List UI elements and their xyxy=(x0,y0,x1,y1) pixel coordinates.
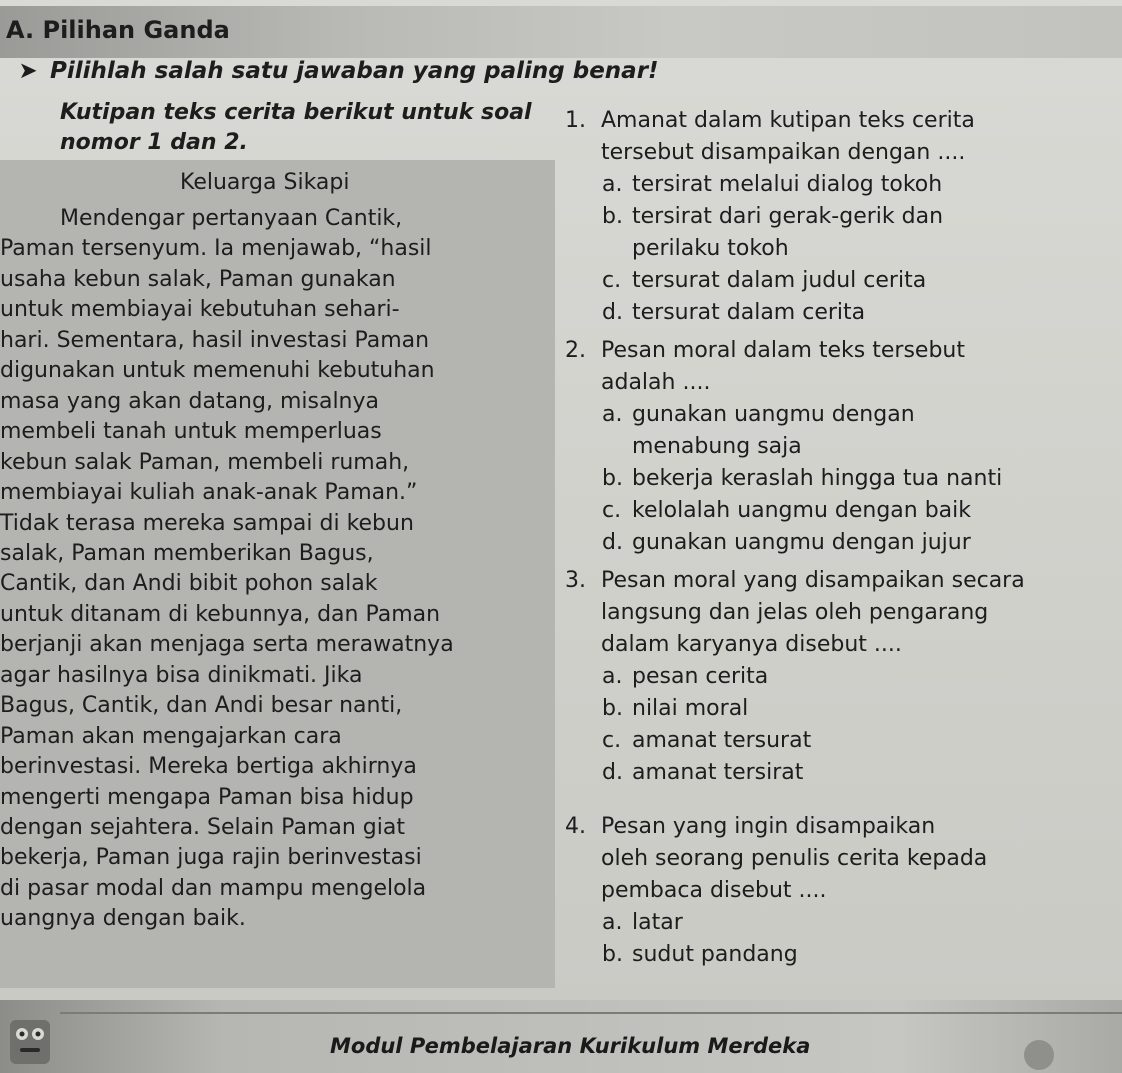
question-text: Pesan moral yang disampaikan secara xyxy=(601,568,1025,593)
story-line: Paman tersenyum. Ia menjawab, “hasil xyxy=(0,236,432,262)
story-line: berinvestasi. Mereka bertiga akhirnya xyxy=(0,754,417,780)
story-line: kebun salak Paman, membeli rumah, xyxy=(0,449,410,475)
option-text[interactable]: perilaku tokoh xyxy=(632,236,789,261)
option-letter[interactable]: c. xyxy=(602,498,622,523)
question-text: langsung dan jelas oleh pengarang xyxy=(601,600,989,625)
story-line: Cantik, dan Andi bibit pohon salak xyxy=(0,571,378,597)
question-number: 1. xyxy=(565,108,586,133)
story-line: mengerti mengapa Paman bisa hidup xyxy=(0,784,414,810)
option-text[interactable]: tersirat dari gerak-gerik dan xyxy=(632,204,944,229)
option-letter[interactable]: b. xyxy=(602,466,623,491)
option-letter[interactable]: d. xyxy=(602,300,623,325)
page-dot-icon xyxy=(1024,1040,1054,1070)
story-line: masa yang akan datang, misalnya xyxy=(0,388,379,414)
footer-divider xyxy=(60,1012,1122,1014)
story-line: untuk ditanam di kebunnya, dan Paman xyxy=(0,601,441,627)
instruction-text: Pilihlah salah satu jawaban yang paling benar! xyxy=(50,58,659,84)
mascot-icon xyxy=(4,1010,60,1070)
story-title: Keluarga Sikapi xyxy=(180,170,350,195)
option-letter[interactable]: d. xyxy=(602,530,623,555)
story-line: Tidak terasa mereka sampai di kebun xyxy=(0,510,414,536)
story-line: Mendengar pertanyaan Cantik, xyxy=(60,206,403,231)
story-line: membiayai kuliah anak-anak Paman.” xyxy=(0,480,418,506)
option-letter[interactable]: a. xyxy=(602,402,623,427)
option-text[interactable]: nilai moral xyxy=(632,696,749,721)
instruction xyxy=(6,58,659,84)
option-text[interactable]: latar xyxy=(632,910,683,935)
intro-line-1: Kutipan teks cerita berikut untuk soal xyxy=(60,100,532,125)
story-line: membeli tanah untuk memperluas xyxy=(0,419,382,445)
story-line: uangnya dengan baik. xyxy=(0,906,246,932)
question-text: Amanat dalam kutipan teks cerita xyxy=(601,108,975,133)
option-letter[interactable]: b. xyxy=(602,942,623,967)
story-line: digunakan untuk memenuhi kebutuhan xyxy=(0,358,435,384)
question-text: tersebut disampaikan dengan .... xyxy=(601,140,966,165)
story-line: Bagus, Cantik, dan Andi besar nanti, xyxy=(0,693,403,719)
option-text[interactable]: gunakan uangmu dengan xyxy=(632,402,915,427)
question-text: Pesan yang ingin disampaikan xyxy=(601,814,936,839)
question-text: Pesan moral dalam teks tersebut xyxy=(601,338,965,363)
story-line: agar hasilnya bisa dinikmati. Jika xyxy=(0,662,363,688)
option-text[interactable]: sudut pandang xyxy=(632,942,798,967)
question-text: oleh seorang penulis cerita kepada xyxy=(601,846,988,871)
story-line: di pasar modal dan mampu mengelola xyxy=(0,875,427,901)
story-line: berjanji akan menjaga serta merawatnya xyxy=(0,632,454,658)
story-line: usaha kebun salak, Paman gunakan xyxy=(0,266,396,292)
story-line: dengan sejahtera. Selain Paman giat xyxy=(0,815,405,840)
option-text[interactable]: amanat tersirat xyxy=(632,760,804,785)
option-text[interactable]: menabung saja xyxy=(632,434,802,459)
option-letter[interactable]: c. xyxy=(602,268,622,293)
story-line: Paman akan mengajarkan cara xyxy=(0,723,342,749)
passage-intro xyxy=(60,98,532,158)
story-line: untuk membiayai kebutuhan sehari- xyxy=(0,297,400,323)
option-text[interactable]: tersirat melalui dialog tokoh xyxy=(632,172,943,197)
question-number: 2. xyxy=(565,338,586,363)
option-letter[interactable]: c. xyxy=(602,728,622,753)
story-line: hari. Sementara, hasil investasi Paman xyxy=(0,327,430,353)
intro-line-2: nomor 1 dan 2. xyxy=(60,130,248,155)
question-number: 3. xyxy=(565,568,586,593)
story-line: bekerja, Paman juga rajin berinvestasi xyxy=(0,845,422,871)
option-letter[interactable]: d. xyxy=(602,760,623,785)
question-text: dalam karyanya disebut .... xyxy=(601,632,902,657)
option-letter[interactable]: a. xyxy=(602,664,623,689)
option-text[interactable]: bekerja keraslah hingga tua nanti xyxy=(632,466,1003,491)
option-letter[interactable]: b. xyxy=(602,696,623,721)
option-letter[interactable]: b. xyxy=(602,204,623,229)
option-text[interactable]: kelolalah uangmu dengan baik xyxy=(632,498,972,523)
option-text[interactable]: pesan cerita xyxy=(632,664,769,689)
section-title: A. Pilihan Ganda xyxy=(6,16,230,44)
arrow-bullet-icon: ➤ xyxy=(18,58,38,84)
option-text[interactable]: tersurat dalam judul cerita xyxy=(632,268,927,293)
story-line: salak, Paman memberikan Bagus, xyxy=(0,540,374,566)
question-number: 4. xyxy=(565,814,586,839)
option-text[interactable]: amanat tersurat xyxy=(632,728,812,753)
option-letter[interactable]: a. xyxy=(602,172,623,197)
option-letter[interactable]: a. xyxy=(602,910,623,935)
question-text: pembaca disebut .... xyxy=(601,878,827,903)
question-text: adalah .... xyxy=(601,370,711,395)
option-text[interactable]: gunakan uangmu dengan jujur xyxy=(632,530,971,555)
footer-title: Modul Pembelajaran Kurikulum Merdeka xyxy=(330,1034,811,1058)
option-text[interactable]: tersurat dalam cerita xyxy=(632,300,866,325)
